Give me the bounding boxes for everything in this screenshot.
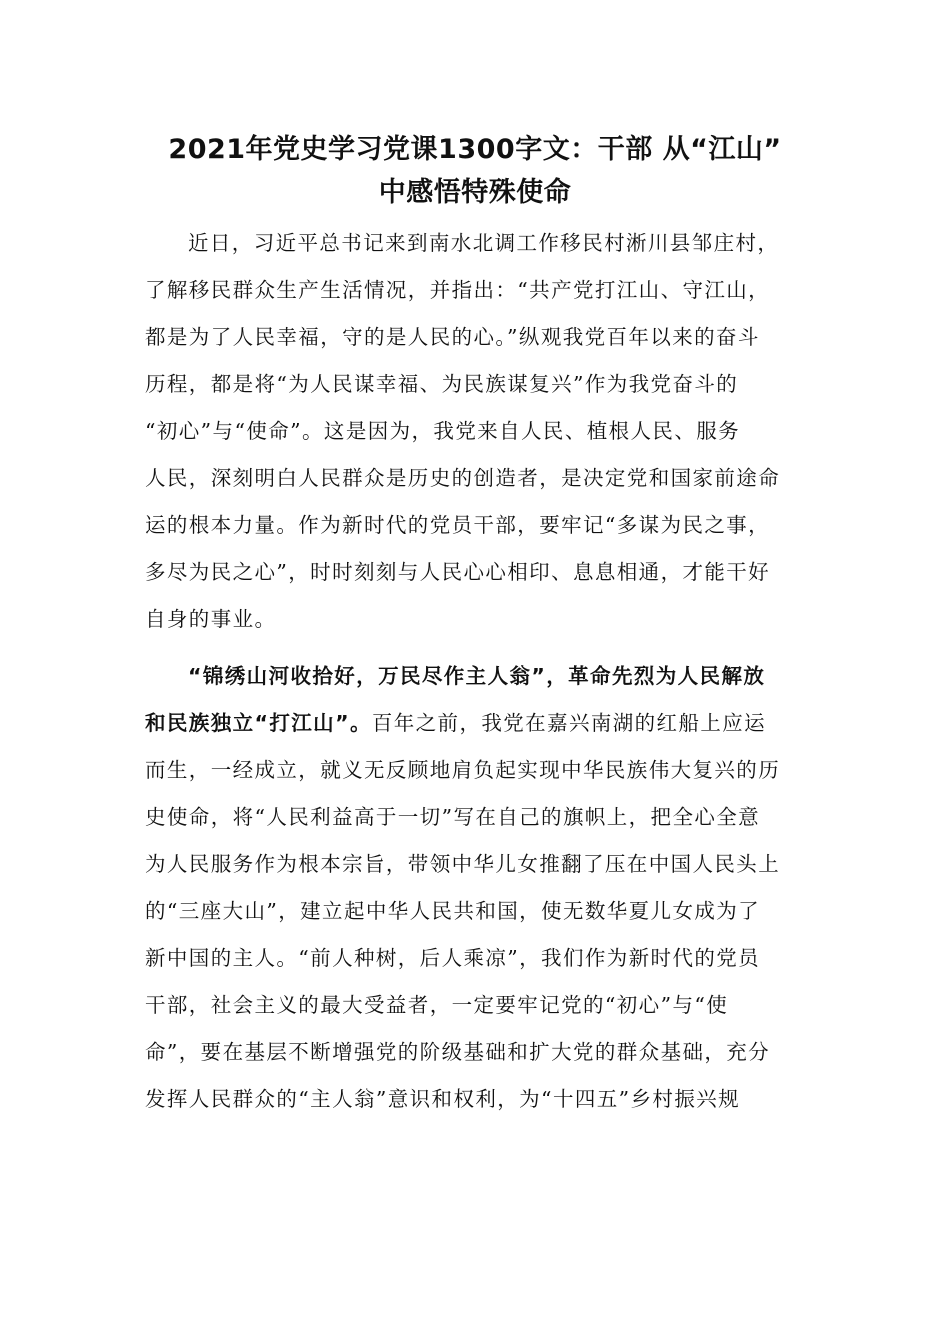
document-page: [145, 128, 805, 1123]
paragraph-line: 近日，习近平总书记来到南水北调工作移民村淅川县邹庄村，: [188, 231, 780, 255]
paragraph-line: 史使命，将“人民利益高于一切”写在自己的旗帜上，把全心全意: [145, 805, 761, 829]
paragraph-line: 的“三座大山”，建立起中华人民共和国，使无数华夏儿女成为了: [145, 899, 761, 923]
paragraph-line: 运的根本力量。作为新时代的党员干部，要牢记“多谋为民之事，: [145, 513, 771, 537]
paragraph-line: [145, 700, 805, 747]
paragraph-line: 了解移民群众生产生活情况，并指出：“共产党打江山、守江山，: [145, 278, 771, 302]
paragraph-line: 而生，一经成立，就义无反顾地肩负起实现中华民族伟大复兴的历: [145, 758, 781, 782]
paragraph-line: 命”，要在基层不断增强党的阶级基础和扩大党的群众基础，充分: [145, 1040, 771, 1064]
paragraph-line: 多尽为民之心”，时时刻刻与人民心心相印、息息相通，才能干好: [145, 560, 771, 584]
paragraph-line: 新中国的主人。“前人种树，后人乘凉”，我们作为新时代的党员: [145, 946, 761, 970]
document-title: [135, 128, 815, 214]
paragraph-line: 都是为了人民幸福，守的是人民的心。”纵观我党百年以来的奋斗: [145, 325, 760, 349]
paragraph-line: 干部，社会主义的最大受益者，一定要牢记党的“初心”与“使: [145, 993, 729, 1017]
paragraph-line: 为人民服务作为根本宗旨，带领中华儿女推翻了压在中国人民头上: [145, 852, 781, 876]
paragraph-line: 历程，都是将“为人民谋幸福、为民族谋复兴”作为我党奋斗的: [145, 372, 739, 396]
paragraph-heading-line: “锦绣山河收拾好，万民尽作主人翁”，革命先烈为人民解放: [188, 664, 766, 688]
paragraph-heading-tail: 和民族独立“打江山”。: [145, 711, 372, 735]
paragraph-line: “初心”与“使命”。这是因为，我党来自人民、植根人民、服务: [145, 419, 741, 443]
title-line-2: 中感悟特殊使命: [378, 177, 572, 208]
paragraph-line: 人民，深刻明白人民群众是历史的创造者，是决定党和国家前途命: [145, 466, 781, 490]
paragraph-line: 发挥人民群众的“主人翁”意识和权利，为“十四五”乡村振兴规: [145, 1087, 741, 1111]
paragraph-line-rest: 百年之前，我党在嘉兴南湖的红船上应运: [371, 711, 767, 735]
paragraph-line: 自身的事业。: [145, 607, 277, 631]
title-line-1: 2021年党史学习党课1300字文：干部 从“江山”: [168, 134, 782, 165]
paragraph-1: [145, 220, 805, 643]
paragraph-2: [145, 653, 805, 1123]
